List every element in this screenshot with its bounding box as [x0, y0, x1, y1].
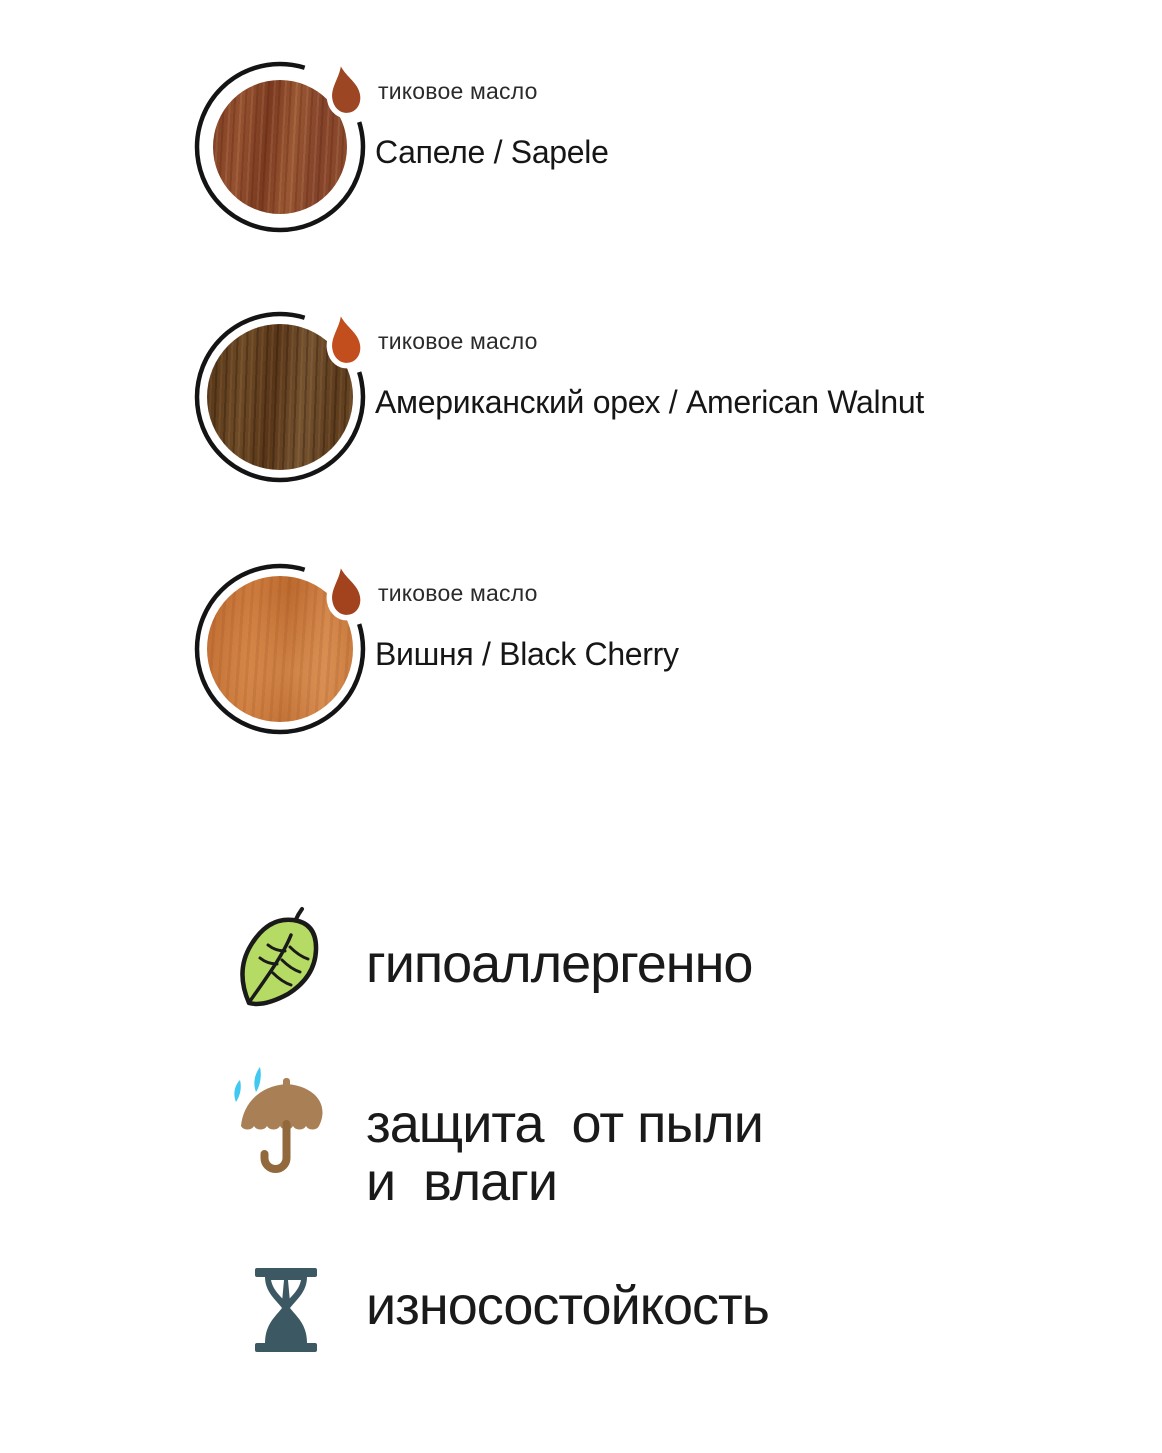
feature-label-hypoallergenic: гипоаллергенно [366, 934, 753, 994]
feature-label-protection-line1: защита от пыли [366, 1094, 763, 1154]
swatch-name-label: Американский орех / American Walnut [375, 384, 924, 420]
umbrella-rain-icon [226, 1064, 336, 1179]
oil-type-label: тиковое масло [378, 580, 538, 606]
oil-type-label: тиковое масло [378, 328, 538, 354]
feature-label-protection-line2: и влаги [366, 1152, 558, 1212]
hourglass-icon [252, 1266, 320, 1359]
feature-label-wear-resistance: износостойкость [366, 1276, 769, 1336]
oil-drop-icon [323, 562, 367, 624]
oil-type-label: тиковое масло [378, 78, 538, 104]
swatch-row-walnut [193, 310, 1133, 490]
wood-swatch-cherry [193, 562, 367, 736]
swatch-name-label: Сапеле / Sapele [375, 134, 609, 170]
wood-swatch-sapele [193, 60, 367, 234]
leaf-icon [235, 905, 327, 1018]
swatch-row-sapele [193, 60, 1133, 240]
swatch-row-cherry [193, 562, 1133, 742]
oil-drop-icon [323, 310, 367, 372]
oil-drop-icon [323, 60, 367, 122]
wood-swatch-walnut [193, 310, 367, 484]
swatch-name-label: Вишня / Black Cherry [375, 636, 679, 672]
